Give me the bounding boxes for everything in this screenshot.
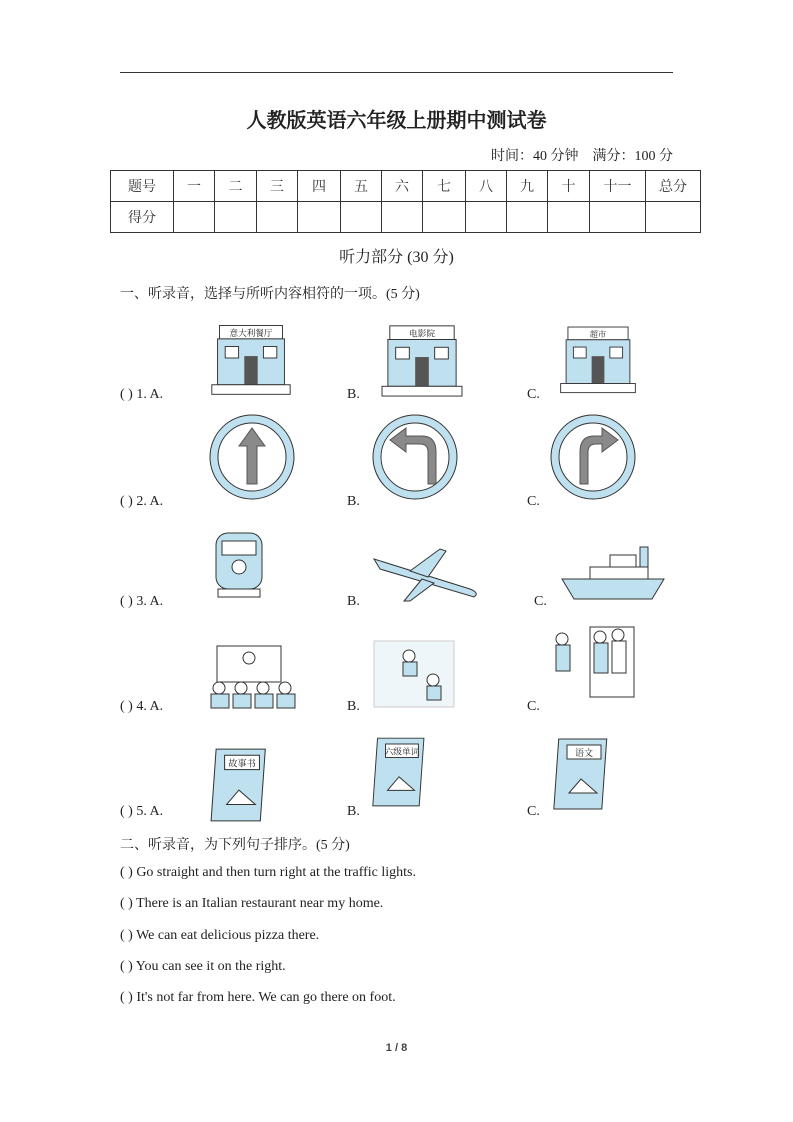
option-picture-supermarket[interactable]: [557, 318, 639, 403]
score-cell[interactable]: [548, 202, 590, 233]
full-score: 满分：100 分: [592, 149, 673, 164]
svg-text:故事书: 故事书: [228, 758, 256, 769]
score-header-cell: 八: [466, 171, 507, 202]
option-picture-word-book[interactable]: [372, 733, 430, 818]
time-limit: 时间：40 分钟: [491, 149, 579, 164]
option-b-label: B.: [347, 699, 360, 714]
svg-text:语文: 语文: [574, 748, 594, 758]
score-header-cell: 题号: [111, 171, 174, 202]
score-header-cell: 五: [341, 171, 382, 202]
score-cell[interactable]: [382, 202, 423, 233]
score-table-score-row: [111, 202, 701, 233]
section2-instruction: 二、听录音，为下列句子排序。(5 分): [120, 838, 350, 853]
option-picture-cinema-audience[interactable]: [203, 644, 299, 715]
score-cell[interactable]: [257, 202, 298, 233]
option-picture-sign-left[interactable]: [370, 412, 460, 507]
score-cell[interactable]: [507, 202, 548, 233]
option-picture-kids-playing[interactable]: [373, 640, 455, 713]
option-picture-chinese-book[interactable]: [553, 735, 613, 820]
score-cell[interactable]: [298, 202, 341, 233]
ordering-sentence[interactable]: ( ) We can eat delicious pizza there.: [120, 927, 320, 943]
page-title: 人教版英语六年级上册期中测试卷: [246, 110, 547, 132]
score-header-cell: 九: [507, 171, 548, 202]
score-table: [110, 170, 701, 233]
question-label[interactable]: ( ) 2. A.: [120, 494, 164, 509]
svg-text:意大利餐厅: 意大利餐厅: [229, 328, 273, 339]
score-header-cell: 七: [423, 171, 466, 202]
score-cell[interactable]: [466, 202, 507, 233]
score-header-cell: 二: [215, 171, 257, 202]
score-header-cell: 六: [382, 171, 423, 202]
option-b-label: B.: [347, 594, 360, 609]
score-header-cell: 总分: [646, 171, 701, 202]
option-picture-restaurant[interactable]: [208, 318, 294, 403]
score-header-cell: 十一: [590, 171, 646, 202]
option-picture-ship[interactable]: [560, 543, 672, 610]
score-header-cell: 一: [174, 171, 215, 202]
page-number: 1 / 8: [385, 1042, 408, 1054]
score-table-header-row: [111, 171, 701, 202]
option-picture-storybook[interactable]: [210, 745, 272, 832]
score-cell[interactable]: [215, 202, 257, 233]
option-c-label: C.: [527, 699, 540, 714]
option-c-label: C.: [527, 494, 540, 509]
option-b-label: B.: [347, 387, 360, 402]
score-cell[interactable]: [646, 202, 701, 233]
question-label[interactable]: ( ) 3. A.: [120, 594, 164, 609]
option-b-label: B.: [347, 804, 360, 819]
option-picture-sign-right[interactable]: [548, 412, 638, 507]
option-c-label: C.: [527, 804, 540, 819]
option-picture-sign-straight[interactable]: [207, 412, 297, 507]
option-picture-plane[interactable]: [370, 545, 482, 608]
ordering-sentence[interactable]: ( ) There is an Italian restaurant near my home.: [120, 896, 384, 912]
option-picture-family-door[interactable]: [550, 625, 636, 712]
score-row-label: 得分: [111, 202, 174, 233]
svg-text:超市: 超市: [589, 330, 607, 340]
option-b-label: B.: [347, 494, 360, 509]
svg-text:电影院: 电影院: [408, 328, 436, 339]
ordering-sentence[interactable]: ( ) It's not far from here. We can go there on foot.: [120, 990, 396, 1006]
score-cell[interactable]: [341, 202, 382, 233]
option-c-label: C.: [527, 387, 540, 402]
question-label[interactable]: ( ) 1. A.: [120, 387, 164, 402]
ordering-sentence[interactable]: ( ) Go straight and then turn right at the traffic lights.: [120, 865, 417, 880]
option-picture-train[interactable]: [212, 525, 266, 608]
question-label[interactable]: ( ) 5. A.: [120, 804, 164, 819]
question-label[interactable]: ( ) 4. A.: [120, 699, 164, 714]
section1-instruction: 一、听录音，选择与所听内容相符的一项。(5 分): [120, 287, 420, 302]
option-picture-cinema[interactable]: [375, 320, 469, 403]
ordering-sentence[interactable]: ( ) You can see it on the right.: [120, 958, 286, 974]
score-cell[interactable]: [423, 202, 466, 233]
svg-text:六级单词: 六级单词: [384, 746, 420, 757]
score-header-cell: 十: [548, 171, 590, 202]
listening-heading: 听力部分 (30 分): [339, 249, 454, 266]
score-header-cell: 四: [298, 171, 341, 202]
option-c-label: C.: [534, 594, 547, 609]
exam-meta: [491, 145, 673, 165]
score-header-cell: 三: [257, 171, 298, 202]
header-rule: [120, 72, 673, 73]
score-cell[interactable]: [174, 202, 215, 233]
score-cell[interactable]: [590, 202, 646, 233]
